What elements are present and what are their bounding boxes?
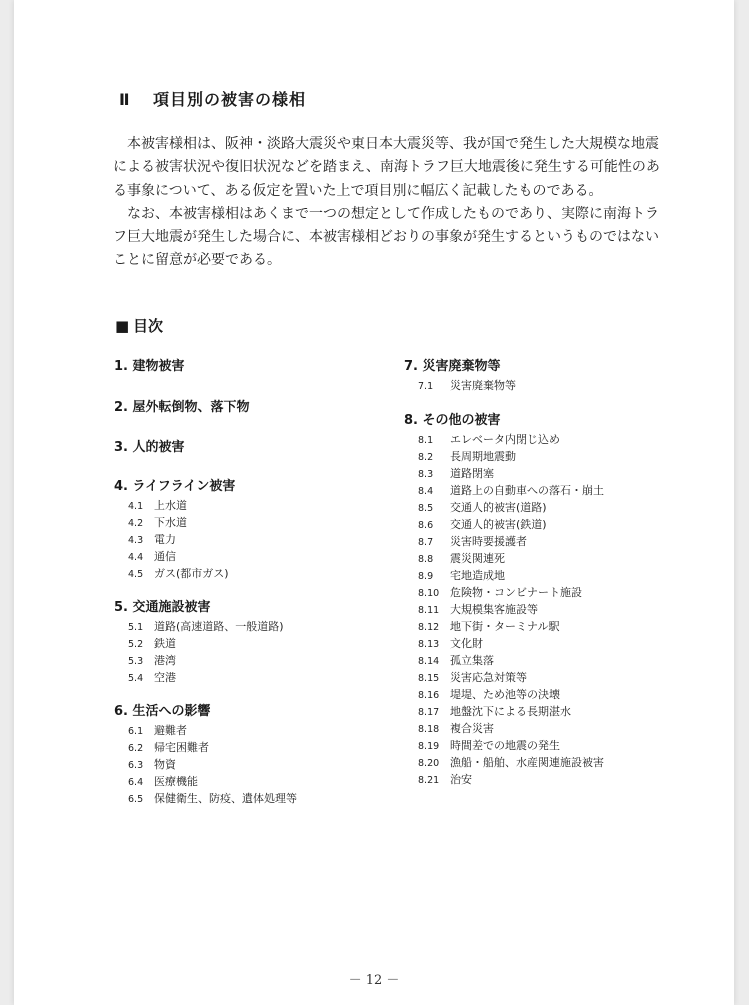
toc-item-title: 帰宅困難者 xyxy=(154,741,209,754)
toc-item-4-1[interactable] xyxy=(114,497,297,514)
toc-item-number: 4.3 xyxy=(128,535,144,546)
toc-item-8-21[interactable] xyxy=(404,771,604,788)
toc-item-4-3[interactable] xyxy=(114,531,297,548)
toc-section-title: 災害廃棄物等 xyxy=(422,359,501,374)
toc-item-8-4[interactable] xyxy=(404,482,604,499)
toc-item-number: 8.4 xyxy=(418,486,434,497)
toc-item-title: 道路(高速道路、一般道路) xyxy=(154,620,284,633)
toc-item-title: エレベータ内閉じ込め xyxy=(450,433,560,446)
toc-section-number: 2. xyxy=(114,400,128,415)
toc-item-8-20[interactable] xyxy=(404,754,604,771)
toc-item-title: 地盤沈下による長期湛水 xyxy=(450,705,571,718)
toc-item-number: 6.1 xyxy=(128,726,144,737)
toc-item-title: 医療機能 xyxy=(154,775,198,788)
toc-title: 目次 xyxy=(133,317,164,335)
toc-section-5[interactable] xyxy=(114,598,297,618)
toc-item-6-5[interactable] xyxy=(114,790,297,807)
toc-item-number: 5.1 xyxy=(128,622,144,633)
toc-item-number: 8.10 xyxy=(418,588,440,599)
toc-item-title: 震災関連死 xyxy=(450,552,505,565)
toc-section-number: 1. xyxy=(114,359,128,374)
toc-item-7-1[interactable] xyxy=(404,377,604,394)
toc-item-title: 堤堤、ため池等の決壊 xyxy=(450,688,560,701)
toc-section-1[interactable] xyxy=(114,357,297,377)
toc-item-number: 4.1 xyxy=(128,501,144,512)
toc-item-8-1[interactable] xyxy=(404,431,604,448)
toc-item-8-18[interactable] xyxy=(404,720,604,737)
section-number: Ⅱ xyxy=(119,90,131,109)
toc-item-number: 8.5 xyxy=(418,503,434,514)
toc-item-number: 8.3 xyxy=(418,469,434,480)
toc-item-5-2[interactable] xyxy=(114,635,297,652)
toc-item-number: 8.1 xyxy=(418,435,434,446)
toc-item-8-9[interactable] xyxy=(404,567,604,584)
toc-item-title: ガス(都市ガス) xyxy=(154,567,229,580)
toc-item-number: 6.4 xyxy=(128,777,144,788)
toc-section-title: 人的被害 xyxy=(132,440,185,455)
toc-item-8-19[interactable] xyxy=(404,737,604,754)
toc-item-8-10[interactable] xyxy=(404,584,604,601)
square-bullet-icon: ■ xyxy=(115,317,130,335)
toc-item-title: 下水道 xyxy=(154,516,187,529)
toc-item-title: 災害時要援護者 xyxy=(450,535,527,548)
toc-section-title: その他の被害 xyxy=(422,413,501,428)
toc-section-title: 交通施設被害 xyxy=(132,600,211,615)
toc-item-6-1[interactable] xyxy=(114,722,297,739)
toc-item-number: 7.1 xyxy=(418,381,434,392)
toc-item-title: 文化財 xyxy=(450,637,483,650)
toc-item-number: 8.18 xyxy=(418,724,440,735)
toc-section-title: ライフライン被害 xyxy=(132,479,236,494)
toc-item-8-7[interactable] xyxy=(404,533,604,550)
toc-item-8-15[interactable] xyxy=(404,669,604,686)
toc-item-number: 6.5 xyxy=(128,794,144,805)
toc-section-6[interactable] xyxy=(114,702,297,722)
toc-section-title: 生活への影響 xyxy=(132,704,211,719)
toc-item-number: 8.15 xyxy=(418,673,440,684)
toc-item-8-8[interactable] xyxy=(404,550,604,567)
toc-item-title: 漁船・船舶、水産関連施設被害 xyxy=(450,756,604,769)
toc-section-title: 建物被害 xyxy=(132,359,185,374)
toc-section-4[interactable] xyxy=(114,477,297,497)
toc-item-4-2[interactable] xyxy=(114,514,297,531)
toc-item-8-5[interactable] xyxy=(404,499,604,516)
toc-section-number: 8. xyxy=(404,413,418,428)
toc-item-6-3[interactable] xyxy=(114,756,297,773)
toc-item-6-4[interactable] xyxy=(114,773,297,790)
toc-item-title: 災害廃棄物等 xyxy=(450,379,516,392)
toc-item-number: 8.21 xyxy=(418,775,440,786)
toc-item-title: 危険物・コンビナート施設 xyxy=(450,586,582,599)
section-title xyxy=(119,87,306,110)
toc-item-number: 6.3 xyxy=(128,760,144,771)
toc-item-8-3[interactable] xyxy=(404,465,604,482)
toc-item-8-11[interactable] xyxy=(404,601,604,618)
toc-item-title: 災害応急対策等 xyxy=(450,671,527,684)
toc-item-title: 鉄道 xyxy=(154,637,176,650)
toc-item-title: 上水道 xyxy=(154,499,187,512)
toc-item-8-13[interactable] xyxy=(404,635,604,652)
toc-column-left xyxy=(114,357,297,807)
toc-item-8-2[interactable] xyxy=(404,448,604,465)
toc-item-number: 8.7 xyxy=(418,537,434,548)
toc-item-number: 8.2 xyxy=(418,452,434,463)
toc-item-title: 治安 xyxy=(450,773,472,786)
toc-section-number: 5. xyxy=(114,600,128,615)
toc-section-title: 屋外転倒物、落下物 xyxy=(132,400,250,415)
toc-item-8-12[interactable] xyxy=(404,618,604,635)
toc-item-5-4[interactable] xyxy=(114,669,297,686)
toc-item-title: 交通人的被害(鉄道) xyxy=(450,518,547,531)
toc-item-number: 4.4 xyxy=(128,552,144,563)
toc-item-number: 8.12 xyxy=(418,622,440,633)
toc-item-title: 時間差での地震の発生 xyxy=(450,739,560,752)
toc-item-title: 孤立集落 xyxy=(450,654,494,667)
toc-item-5-3[interactable] xyxy=(114,652,297,669)
toc-item-number: 5.4 xyxy=(128,673,144,684)
page-number: － 12 － xyxy=(348,973,400,988)
toc-item-number: 8.13 xyxy=(418,639,440,650)
document-page xyxy=(14,0,734,1005)
intro-text xyxy=(113,133,665,273)
toc-section-number: 4. xyxy=(114,479,128,494)
toc-item-title: 避難者 xyxy=(154,724,187,737)
toc-item-6-2[interactable] xyxy=(114,739,297,756)
section-title-text: 項目別の被害の様相 xyxy=(153,90,307,109)
toc-item-number: 8.6 xyxy=(418,520,434,531)
toc-item-title: 電力 xyxy=(154,533,176,546)
toc-item-number: 8.14 xyxy=(418,656,440,667)
toc-section-number: 7. xyxy=(404,359,418,374)
toc-section-number: 3. xyxy=(114,440,128,455)
toc-item-number: 4.2 xyxy=(128,518,144,529)
toc-item-number: 5.3 xyxy=(128,656,144,667)
toc-item-4-5[interactable] xyxy=(114,565,297,582)
toc-item-number: 4.5 xyxy=(128,569,144,580)
toc-item-title: 長周期地震動 xyxy=(450,450,516,463)
toc-item-title: 港湾 xyxy=(154,654,176,667)
toc-item-title: 交通人的被害(道路) xyxy=(450,501,547,514)
toc-item-number: 8.19 xyxy=(418,741,440,752)
toc-section-2[interactable] xyxy=(114,398,297,418)
toc-heading xyxy=(115,315,163,336)
toc-item-8-14[interactable] xyxy=(404,652,604,669)
toc-section-3[interactable] xyxy=(114,438,297,458)
toc-item-number: 5.2 xyxy=(128,639,144,650)
toc-item-number: 8.11 xyxy=(418,605,440,616)
toc-item-8-17[interactable] xyxy=(404,703,604,720)
toc-item-title: 保健衛生、防疫、遺体処理等 xyxy=(154,792,297,805)
toc-item-title: 物資 xyxy=(154,758,176,771)
toc-item-number: 8.20 xyxy=(418,758,440,769)
toc-section-8[interactable] xyxy=(404,411,604,431)
toc-item-8-16[interactable] xyxy=(404,686,604,703)
toc-item-number: 6.2 xyxy=(128,743,144,754)
toc-item-8-6[interactable] xyxy=(404,516,604,533)
toc-item-title: 大規模集客施設等 xyxy=(450,603,538,616)
toc-item-number: 8.16 xyxy=(418,690,440,701)
intro-paragraph-2: なお、本被害様相はあくまで一つの想定として作成したものであり、実際に南海トラフ巨大地震が発生した場合に、本被害様相どおりの事象が発生するというものではないことに留意が必要である。 xyxy=(113,205,659,269)
toc-section-7[interactable] xyxy=(404,357,604,377)
toc-item-number: 8.9 xyxy=(418,571,434,582)
toc-item-number: 8.17 xyxy=(418,707,440,718)
toc-item-title: 宅地造成地 xyxy=(450,569,505,582)
toc-item-number: 8.8 xyxy=(418,554,434,565)
toc-item-title: 道路閉塞 xyxy=(450,467,494,480)
toc-section-number: 6. xyxy=(114,704,128,719)
toc-item-title: 通信 xyxy=(154,550,176,563)
toc-item-title: 空港 xyxy=(154,671,176,684)
toc-column-right xyxy=(404,357,604,788)
intro-paragraph-1: 本被害様相は、阪神・淡路大震災や東日本大震災等、我が国で発生した大規模な地震による被害状況や復旧状況などを踏まえ、南海トラフ巨大地震後に発生する可能性のある事象について、ある仮定を置いた上で項目別に幅広く記載したものである。 xyxy=(113,136,660,199)
toc-item-title: 地下街・ターミナル駅 xyxy=(450,620,560,633)
toc-item-title: 複合災害 xyxy=(450,722,494,735)
toc-item-4-4[interactable] xyxy=(114,548,297,565)
toc-item-5-1[interactable] xyxy=(114,618,297,635)
toc-item-title: 道路上の自動車への落石・崩土 xyxy=(450,484,604,497)
